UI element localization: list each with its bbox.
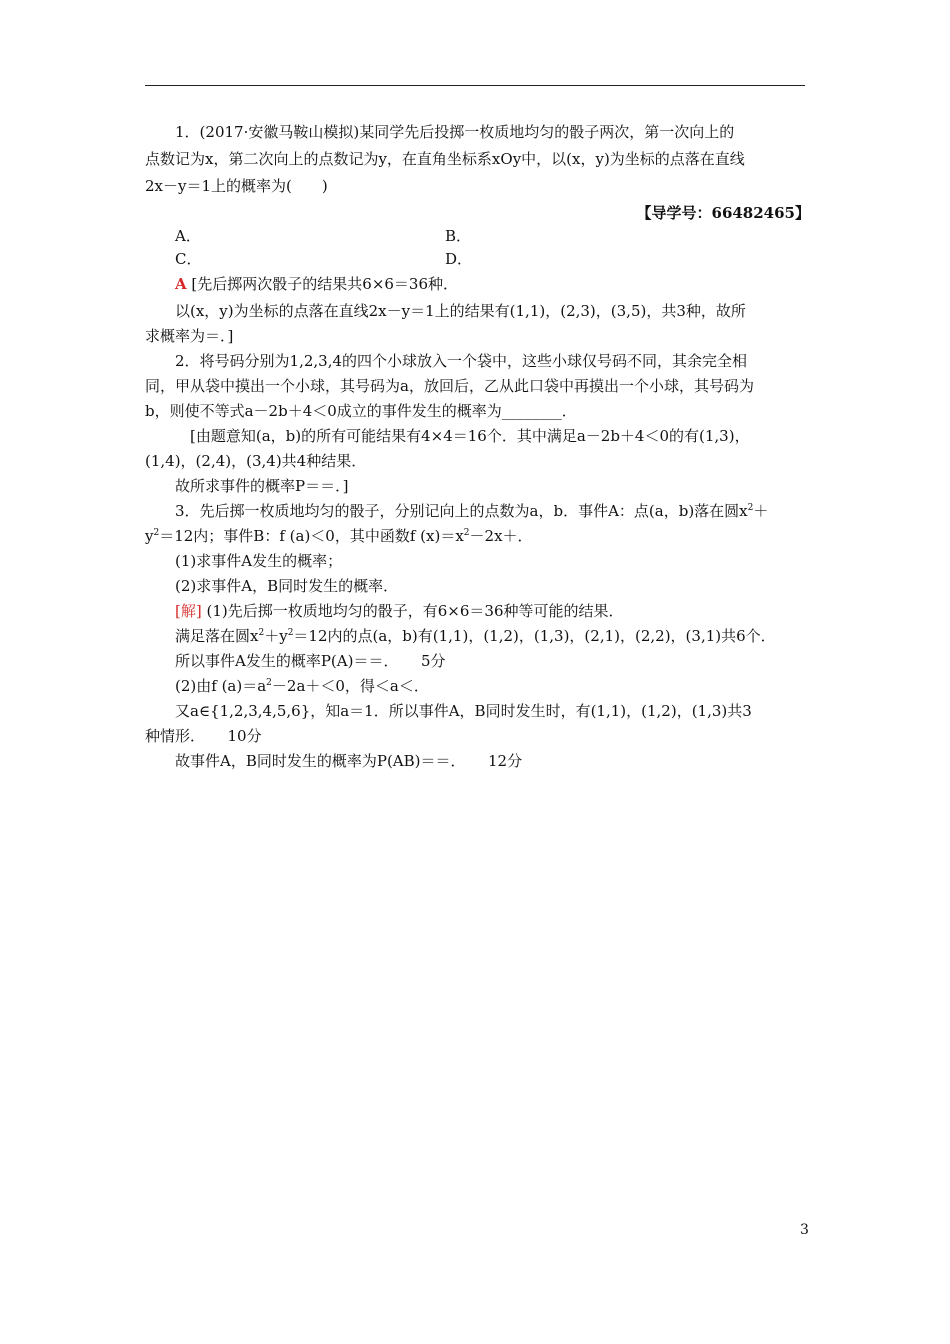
q3-line-2	[145, 526, 810, 546]
header-rule	[145, 85, 805, 86]
q3-sol2-a: 满足落在圆x	[175, 627, 259, 645]
q3-sol2-c: ＝12内的点(a，b)有(1,1)，(1,2)，(1,3)，(2,1)，(2,2)，(3,1)共6个．	[293, 627, 776, 645]
superscript: 2	[747, 503, 754, 513]
q3-line-1-tail: ＋	[753, 502, 769, 520]
option-b: B．	[445, 227, 472, 245]
q3-solution-line-4	[175, 676, 810, 696]
answer-letter: A	[175, 275, 187, 293]
q2-line-2: 同，甲从袋中摸出一个小球，其号码为a，放回后，乙从此口袋中再摸出一个小球，其号码为	[145, 377, 754, 395]
q2-solution-line-3: 故所求事件的概率P＝＝．]	[175, 477, 349, 495]
option-c: C．	[175, 250, 202, 268]
q3-solution-line-3: 所以事件A发生的概率P(A)＝＝． 5分	[175, 652, 446, 670]
q3-solution-line-6: 种情形． 10分	[145, 727, 262, 745]
superscript: 2	[463, 528, 470, 538]
guide-number: 【导学号：66482465】	[636, 204, 810, 222]
option-d: D．	[445, 250, 473, 268]
q3-line-1-text: 3．先后掷一枚质地均匀的骰子，分别记向上的点数为a，b．事件A：点(a，b)落在圆x	[175, 502, 748, 520]
page-number: 3	[800, 1222, 809, 1238]
q3-part-1: (1)求事件A发生的概率；	[175, 552, 343, 570]
q3-solution-line-1	[175, 601, 810, 621]
q1-options-row-1	[0, 226, 950, 246]
superscript: 2	[266, 678, 272, 688]
q1-solution-line-1	[175, 274, 810, 294]
jie-tag: [解]	[175, 602, 202, 620]
q3-solution-line-5: 又a∈{1,2,3,4,5,6}，知a＝1．所以事件A，B同时发生时，有(1,1)，(1,2)，(1,3)共3	[175, 702, 752, 720]
q1-line-2: 点数记为x，第二次向上的点数记为y，在直角坐标系xOy中，以(x，y)为坐标的点落在直线	[145, 150, 745, 168]
q3-line-2-tail: －2x＋．	[469, 527, 533, 545]
q2-solution-line-1: [由题意知(a，b)的所有可能结果有4×4＝16个．其中满足a－2b＋4＜0的有(1,3)，	[190, 427, 750, 445]
q1-options-row-2	[0, 249, 950, 269]
q3-solution-line-7: 故事件A，B同时发生的概率为P(AB)＝＝． 12分	[175, 752, 523, 770]
q3-line-2-var: y	[145, 527, 154, 545]
q3-line-1	[175, 501, 810, 521]
q1-solution-line-2: 以(x，y)为坐标的点落在直线2x－y＝1上的结果有(1,1)，(2,3)，(3,5)，共3种，故所	[175, 302, 746, 320]
superscript: 2	[258, 628, 265, 638]
option-a: A．	[175, 227, 201, 245]
superscript: 2	[287, 628, 294, 638]
q3-sol2-b: ＋y	[264, 627, 288, 645]
q1-solution-line-3: 求概率为＝．]	[145, 327, 234, 345]
q3-solution-text-1: (1)先后掷一枚质地均匀的骰子，有6×6＝36种等可能的结果．	[206, 602, 624, 620]
q2-line-3: b，则使不等式a－2b＋4＜0成立的事件发生的概率为________．	[145, 402, 577, 420]
q2-solution-line-2: (1,4)，(2,4)，(3,4)共4种结果．	[145, 452, 367, 470]
q3-part-2: (2)求事件A，B同时发生的概率．	[175, 577, 399, 595]
q1-line-1: 1．(2017·安徽马鞍山模拟)某同学先后投掷一枚质地均匀的骰子两次，第一次向上的	[175, 123, 735, 141]
superscript: 2	[153, 528, 160, 538]
q3-line-2-text: ＝12内；事件B：f (a)＜0，其中函数f (x)＝x	[159, 527, 464, 545]
q1-solution-text-1: [先后掷两次骰子的结果共6×6＝36种．	[191, 275, 459, 293]
q1-line-3: 2x－y＝1上的概率为( )	[145, 177, 328, 195]
q3-sol4-b: －2a＋＜0，得＜a＜．	[271, 677, 429, 695]
q2-line-1: 2．将号码分别为1,2,3,4的四个小球放入一个袋中，这些小球仅号码不同，其余完全相	[175, 352, 748, 370]
q3-sol4-a: (2)由f (a)＝a	[175, 677, 267, 695]
q3-solution-line-2	[175, 626, 810, 646]
